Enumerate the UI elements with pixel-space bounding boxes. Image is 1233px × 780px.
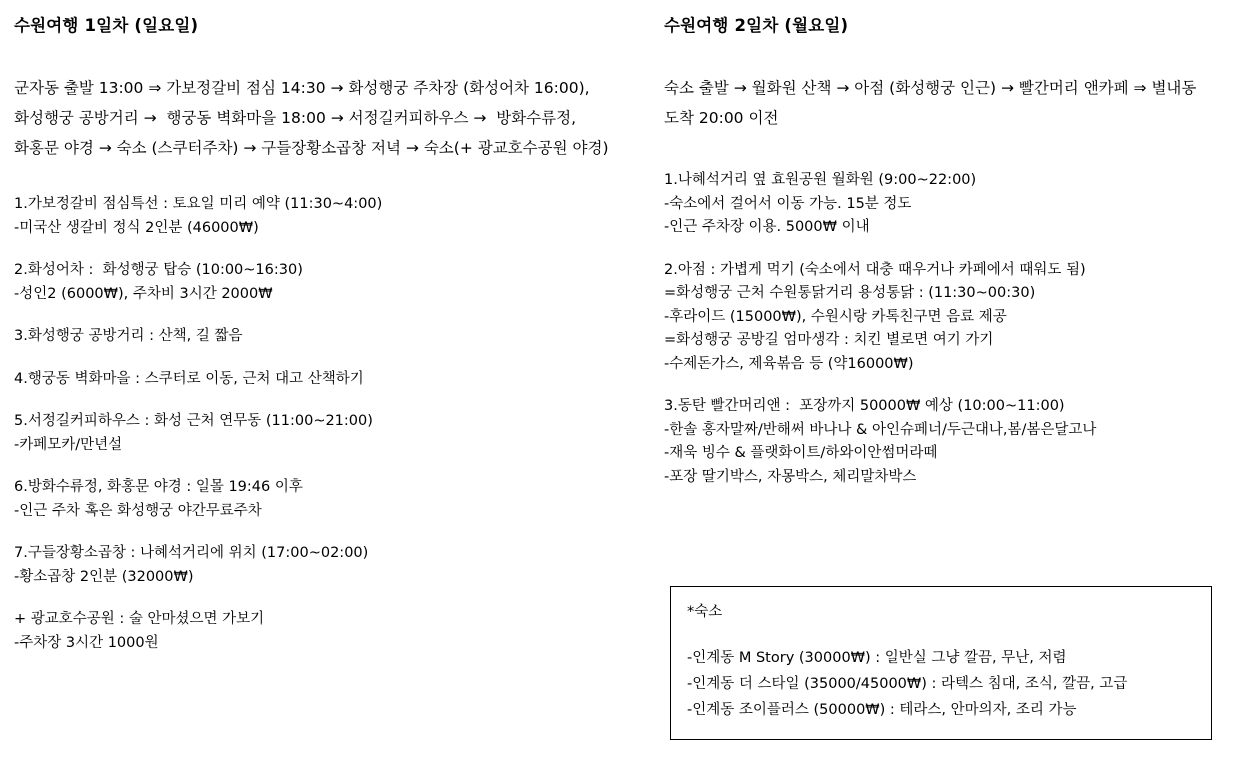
day2-title: 수원여행 2일차 (월요일) [664, 16, 849, 35]
item-line: 1.나혜석거리 옆 효원공원 월화원 (9:00~22:00) [664, 172, 977, 189]
lodging-note-line: -인계동 조이플러스 (50000₩) : 테라스, 안마의자, 조리 가능 [687, 701, 1077, 718]
lodging-note-line: -인계동 더 스타일 (35000/45000₩) : 라텍스 침대, 조식, 깔끔, 고급 [687, 675, 1128, 692]
day1-column [14, 14, 614, 674]
day1-item-list [14, 193, 614, 655]
item-line: -숙소에서 걸어서 이동 가능. 15분 정도 [664, 195, 912, 212]
item-line: -포장 딸기박스, 자몽박스, 체리말차박스 [664, 468, 917, 485]
item-line: + 광교호수공원 : 술 안마셨으면 가보기 [14, 611, 265, 628]
list-item [14, 542, 614, 589]
item-line: -황소곱창 2인분 (32000₩) [14, 568, 194, 585]
list-item [14, 259, 614, 306]
day1-title: 수원여행 1일차 (일요일) [14, 16, 199, 35]
item-line: 2.화성어차 : 화성행궁 탑승 (10:00~16:30) [14, 262, 303, 279]
item-line: -인근 주차 혹은 화성행궁 야간무료주차 [14, 502, 262, 519]
item-line: -미국산 생갈비 정식 2인분 (46000₩) [14, 219, 259, 236]
item-line: 6.방화수류정, 화홍문 야경 : 일몰 19:46 이후 [14, 479, 303, 496]
list-item [664, 169, 1224, 239]
list-item [14, 608, 614, 655]
item-line: -한솔 홍자말짜/반해써 바나나 & 아인슈페너/두근대나,봄/봄은달고나 [664, 421, 1097, 438]
list-item [14, 476, 614, 523]
day2-column [664, 14, 1224, 508]
item-line: 7.구들장황소곱창 : 나혜석거리에 위치 (17:00~02:00) [14, 545, 369, 562]
list-item [664, 259, 1224, 376]
lodging-note-title: *숙소 [687, 604, 723, 620]
item-line: =화성행궁 공방길 엄마생각 : 치킨 별로면 여기 가기 [664, 332, 994, 349]
item-line: 3.화성행궁 공방거리 : 산책, 길 짧음 [14, 328, 243, 345]
item-line: 3.동탄 빨간머리앤 : 포장까지 50000₩ 예상 (10:00~11:00) [664, 398, 1065, 415]
item-line: 2.아점 : 가볍게 먹기 (숙소에서 대충 때우거나 카페에서 때워도 됨) [664, 261, 1086, 278]
item-line: -카페모카/만년설 [14, 436, 123, 453]
list-item [14, 368, 614, 391]
item-line: -후라이드 (15000₩), 수원시랑 카톡친구면 음료 제공 [664, 308, 1007, 325]
item-line: 5.서정길커피하우스 : 화성 근처 연무동 (11:00~21:00) [14, 413, 373, 430]
item-line: 1.가보정갈비 점심특선 : 토요일 미리 예약 (11:30~4:00) [14, 196, 383, 213]
lodging-note-box [670, 586, 1212, 740]
item-line: -인근 주차장 이용. 5000₩ 이내 [664, 219, 870, 236]
list-item [14, 193, 614, 240]
item-line: -수제돈가스, 제육볶음 등 (약16000₩) [664, 355, 914, 372]
list-item [664, 395, 1224, 489]
list-item [14, 410, 614, 457]
day1-route-summary: 군자동 출발 13:00 ⇒ 가보정갈비 점심 14:30 → 화성행궁 주차장 (화성어차 16:00), 화성행궁 공방거리 → 행궁동 벽화마을 18:00 → 서정길커피하우스 → 방화수류정, 화홍문 야경 → 숙소 (스쿠터주차) → 구들장황소곱창 저녁 → 숙소(+ 광교호수공원 야경) [14, 78, 609, 158]
day2-item-list [664, 169, 1224, 489]
item-line: -성인2 (6000₩), 주차비 3시간 2000₩ [14, 285, 273, 302]
item-line: =화성행궁 근처 수원통닭거리 용성통닭 : (11:30~00:30) [664, 285, 1036, 302]
lodging-note-line: -인계동 M Story (30000₩) : 일반실 그냥 깔끔, 무난, 저렴 [687, 650, 1067, 667]
list-item [14, 325, 614, 348]
item-line: -주차장 3시간 1000원 [14, 634, 159, 651]
item-line: 4.행궁동 벽화마을 : 스쿠터로 이동, 근처 대고 산책하기 [14, 370, 364, 387]
day2-route-summary: 숙소 출발 → 월화원 산책 → 아점 (화성행궁 인근) → 빨간머리 앤카페 ⇒ 별내동 도착 20:00 이전 [664, 78, 1202, 127]
item-line: -재욱 빙수 & 플랫화이트/하와이안썸머라떼 [664, 445, 938, 462]
